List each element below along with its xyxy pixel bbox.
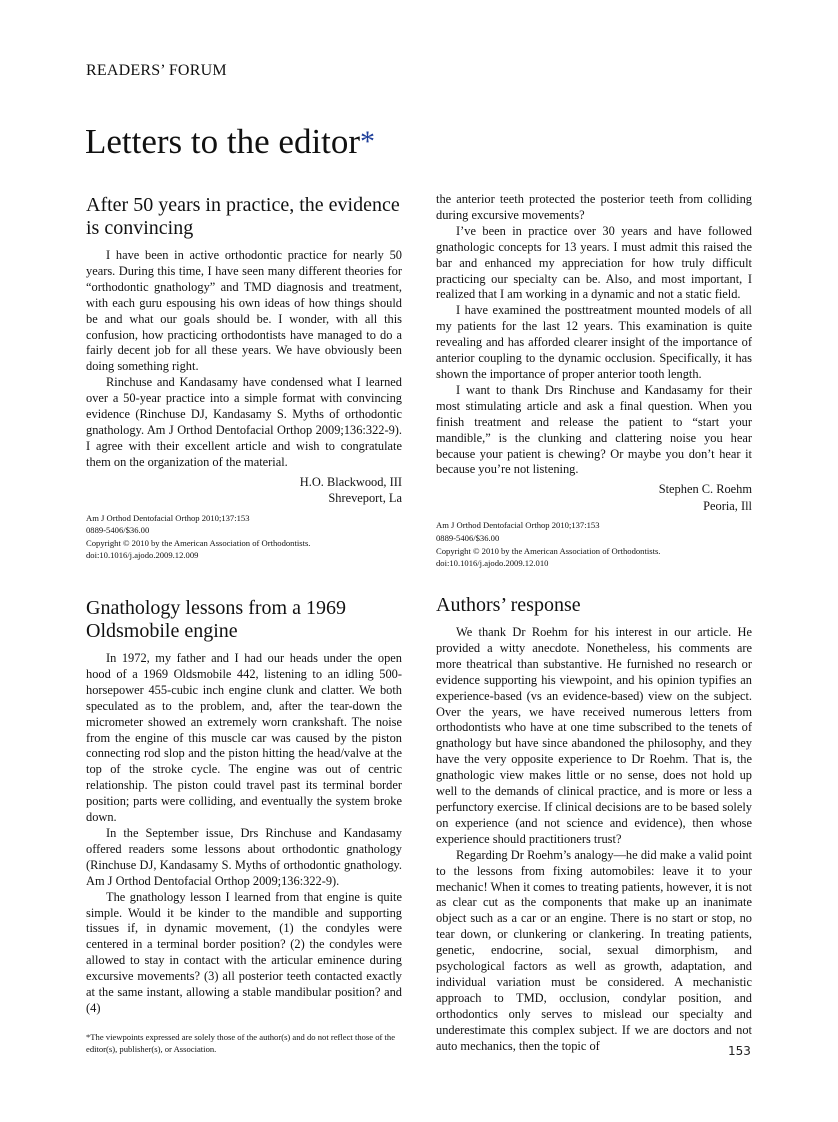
letter-paragraph: Rinchuse and Kandasamy have condensed what I learned over a 50-year practice into a simple format with convincing evidence (Rinchuse DJ, Kandasamy S. Myths of orthodontic gnathology. Am J Orthod Dentofacial Orthop 2009;136:322-9). I agree with their excellent article and wish to congratulate them on the organization of the material. <box>86 375 402 469</box>
copyright: Copyright © 2010 by the American Association of Orthodontists. <box>436 545 661 556</box>
author-name: H.O. Blackwood, III <box>299 474 402 489</box>
page-number: 153 <box>728 1044 751 1058</box>
citation-block <box>436 519 752 569</box>
letter-roehm-continued <box>436 192 752 570</box>
doi: doi:10.1016/j.ajodo.2009.12.010 <box>436 558 549 569</box>
page-title <box>85 122 375 162</box>
citation: Am J Orthod Dentofacial Orthop 2010;137:153 <box>86 512 250 523</box>
letter-signature <box>436 481 752 514</box>
letter-paragraph: I want to thank Drs Rinchuse and Kandasamy for their most stimulating article and ask a final question. When you finish treatment and release the patient to “start your mandible,” is the clunking and clattering noise you hear because your patient is chewing? Or maybe you don’t hear it because you’re not listening. <box>436 382 752 477</box>
letter-paragraph: In 1972, my father and I had our heads under the open hood of a 1969 Oldsmobile 442, listening to an idling 500-horsepower 455-cubic inch engine clunk and clatter. We both speculated as to the problem, and, after the tear-down the micrometer showed an extremely worn crankshaft. The noise from the engine of this muscle car was caused by the piston connecting rod slop and the piston hitting the head/valve at the top of the stroke cycle. The engine was out of centric relationship. The piston could travel past its terminal border position; parts were colliding, and eventually the system broke down. <box>86 651 402 825</box>
issn: 0889-5406/$36.00 <box>86 525 150 536</box>
response-paragraph: We thank Dr Roehm for his interest in our article. He provided a witty anecdote. Nonetheless, his comments are more theatrical than substantive. He furnished no research or evidence supporting his viewpoint, and his opinion typifies an experience-based (vs an evidence-based) view on the subject. Over the years, we have received numerous letters from orthodontists who have at one time subscribed to the tenets of gnathology but have since abandoned the philosophy, and they have the very opposite experience to Dr Roehm. That is, the gnathologic view makes little or no sense, does not hold up well to the demands of clinical practice, and is more or less a perfunctory exercise. If clinical decisions are to be based solely on experience (and not science and evidence), then whose experience should practitioners trust? <box>436 625 752 846</box>
letter-paragraph: The gnathology lesson I learned from that engine is quite simple. Would it be kinder to the mandible and supporting tissues if, in dynamic movement, (1) the condyles were centered in a terminal border position? (2) the condyles were allowed to stay in contact with the articular eminence during excursive movements? (3) all posterior teeth contacted exactly at the same instant, allowing a stable mandibular position? and (4) <box>86 889 402 1015</box>
issn: 0889-5406/$36.00 <box>436 532 500 543</box>
letter-signature <box>86 474 402 507</box>
author-location: Peoria, Ill <box>703 498 752 513</box>
letter-heading: After 50 years in practice, the evidence is convincing <box>86 194 400 239</box>
footnote-marker: * <box>360 125 376 158</box>
letter-heading: Gnathology lessons from a 1969 Oldsmobile engine <box>86 597 346 642</box>
letter-paragraph: I have been in active orthodontic practice for nearly 50 years. During this time, I have seen many different theories for “orthodontic gnathology” and TMD diagnosis and treatment, with each guru espousing his own ideas of how things should be and what our goals should be. I wonder, with all this confusion, how practicing orthodontists have managed to do a fairly decent job for all these years. We have obviously been doing something right. <box>86 248 402 374</box>
response-paragraph: Regarding Dr Roehm’s analogy—he did make a valid point to the lessons from fixing automobiles: leave it to your mechanic! When it comes to treating patients, however, it is not as clear cut as the components that make up an inanimate object such as a car or an engine. There is no start or stop, no tear down, or clunkering or clankering. In treating patients, genetic, endocrine, social, sexual dimorphism, and psychological factors as well as growth, adaptation, and individual variation must be considered. A mechanistic approach to TMD, occlusion, condylar position, and orthodontics only serves to mislead our specialty and underestimate this complex subject. If we are doctors and not auto mechanics, then the topic of <box>436 847 752 1053</box>
letter-blackwood <box>86 194 402 562</box>
author-location: Shreveport, La <box>328 491 402 506</box>
letter-roehm <box>86 597 402 1056</box>
author-name: Stephen C. Roehm <box>658 482 752 497</box>
doi: doi:10.1016/j.ajodo.2009.12.009 <box>86 550 199 561</box>
authors-response <box>436 594 752 1054</box>
letter-paragraph: I’ve been in practice over 30 years and have followed gnathologic concepts for 13 years. I must admit this raised the bar and enhanced my appreciation for how truly difficult practicing our specialty can be. Also, and most important, I realized that I am working in a dynamic and not a static field. <box>436 223 752 302</box>
copyright: Copyright © 2010 by the American Association of Orthodontists. <box>86 537 311 548</box>
letter-paragraph: I have examined the posttreatment mounted models of all my patients for the last 12 years. This examination is quite revealing and has afforded clearer insight of the importance of anterior coupling to the dynamic occlusion. Specifically, it has shown the importance of proper anterior tooth length. <box>436 303 752 381</box>
response-heading: Authors’ response <box>436 594 581 616</box>
letter-paragraph: the anterior teeth protected the posterior teeth from colliding during excursive movements? <box>436 192 752 222</box>
citation: Am J Orthod Dentofacial Orthop 2010;137:153 <box>436 520 600 531</box>
letter-paragraph: In the September issue, Drs Rinchuse and Kandasamy offered readers some lessons about orthodontic gnathology (Rinchuse DJ, Kandasamy S. Myths of orthodontic gnathology. Am J Orthod Dentofacial Orthop 2009;136:322-9). <box>86 825 402 888</box>
section-label: READERS’ FORUM <box>86 62 227 79</box>
citation-block <box>86 512 402 562</box>
page-title-text: Letters to the editor <box>85 122 361 161</box>
footnote: *The viewpoints expressed are solely those of the author(s) and do not reflect those of the editor(s), publisher(s), or Association. <box>86 1031 396 1055</box>
